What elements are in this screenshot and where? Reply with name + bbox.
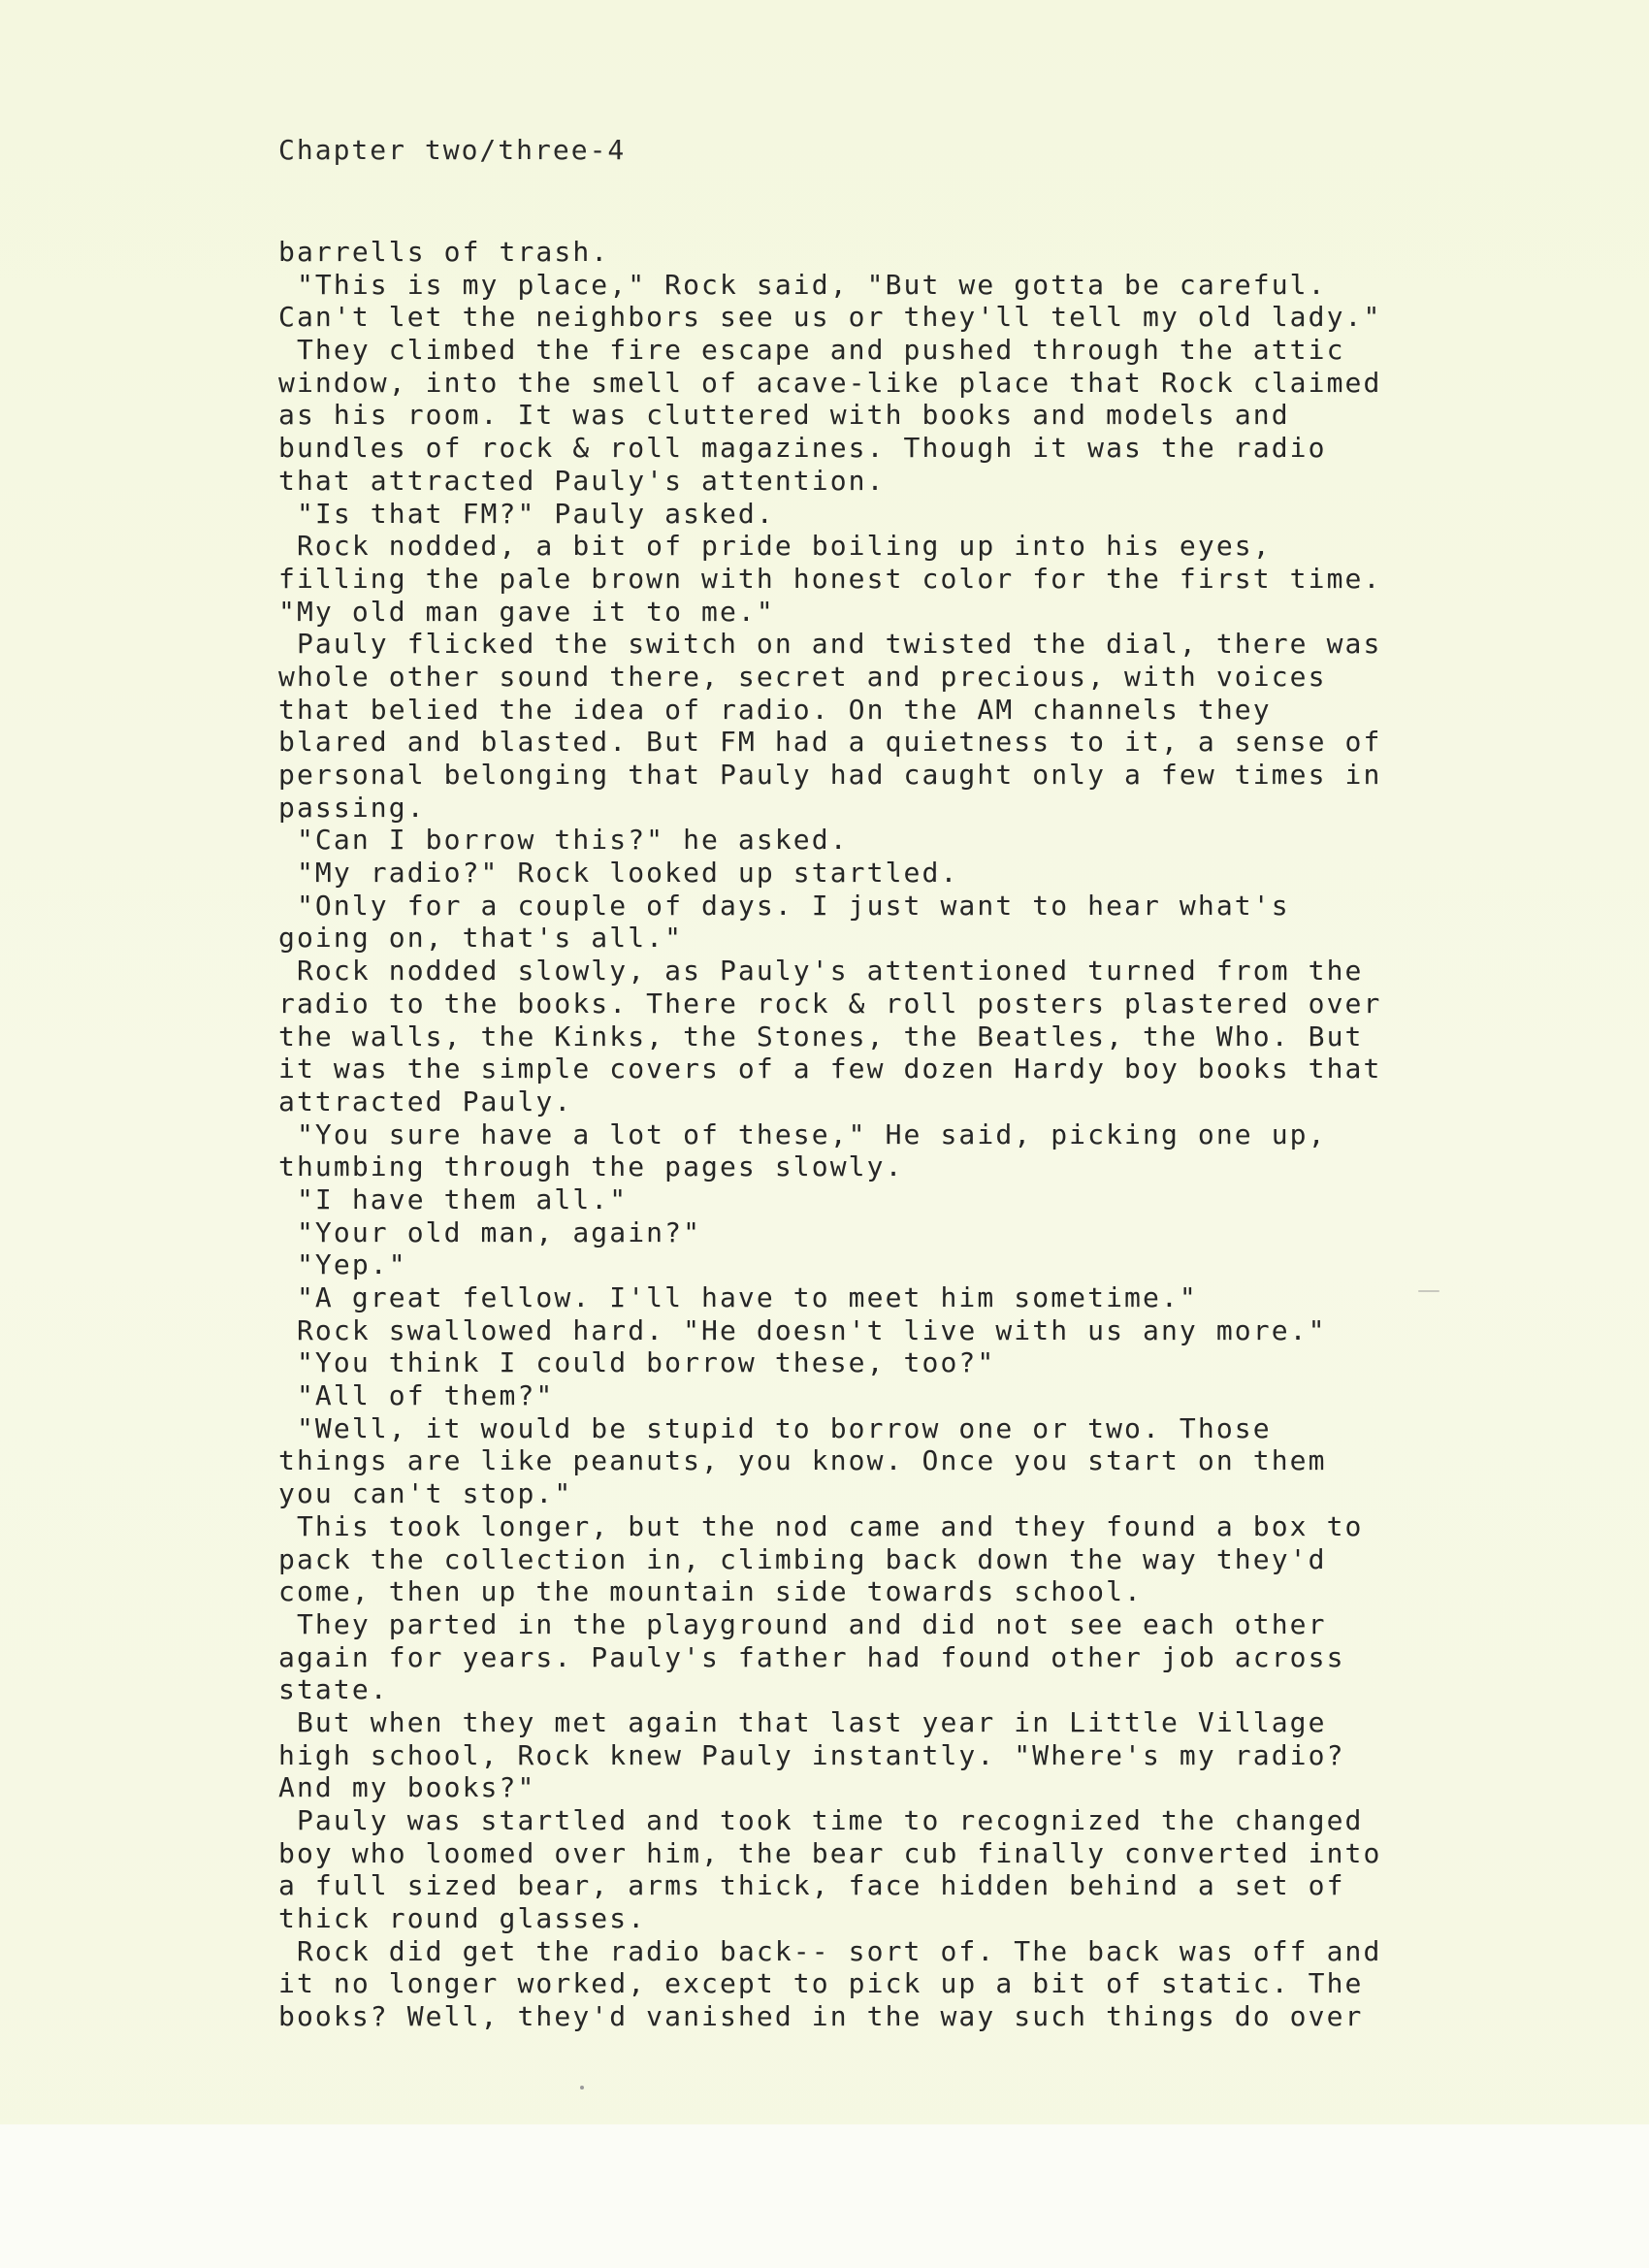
text-line: Rock nodded slowly, as Pauly's attentioned turned from the [278,955,1364,988]
text-line: "Can I borrow this?" he asked. [278,824,849,857]
text-line: it no longer worked, except to pick up a bit of static. The [278,1967,1364,2000]
text-line: But when they met again that last year in Little Village [278,1705,1327,1738]
text-line: "All of them?" [278,1379,555,1412]
text-line: it was the simple covers of a few dozen Hardy boy books that [278,1053,1382,1085]
text-line: "My old man gave it to me." [278,595,775,628]
text-line: again for years. Pauly's father had found other job across [278,1640,1345,1673]
text-line: going on, that's all." [278,922,684,955]
text-line: books? Well, they'd vanished in the way such things do over [278,2000,1364,2033]
text-line: come, then up the mountain side towards school. [278,1575,1143,1608]
text-line: thick round glasses. [278,1902,647,1935]
text-line: "I have them all." [278,1183,629,1215]
text-line: that attracted Pauly's attention. [278,464,886,497]
paper-speck [1418,1290,1439,1292]
text-line: that belied the idea of radio. On the AM channels they [278,693,1272,726]
text-line: "Your old man, again?" [278,1215,702,1248]
text-line: They parted in the playground and did not see each other [278,1607,1327,1640]
chapter-heading: Chapter two/three-4 [278,134,627,166]
text-line: bundles of rock & roll magazines. Though it was the radio [278,432,1327,465]
text-line: Rock swallowed hard. "He doesn't live with us any more." [278,1313,1327,1346]
text-line: "You sure have a lot of these," He said, picking one up, [278,1118,1327,1150]
paper-speck [580,2086,584,2090]
text-line: "Yep." [278,1248,407,1281]
text-line: "My radio?" Rock looked up startled. [278,857,959,890]
text-line: filling the pale brown with honest color for the first time. [278,562,1382,595]
text-line: personal belonging that Pauly had caught only a few times in [278,759,1382,791]
text-line: thumbing through the pages slowly. [278,1150,904,1183]
text-line: the walls, the Kinks, the Stones, the Beatles, the Who. But [278,1020,1364,1053]
text-line: attracted Pauly. [278,1085,573,1118]
text-line: a full sized bear, arms thick, face hidden behind a set of [278,1869,1345,1902]
text-line: radio to the books. There rock & roll posters plastered over [278,987,1382,1020]
text-line: pack the collection in, climbing back down the way they'd [278,1542,1327,1575]
page-bottom-area [0,2124,1649,2268]
text-line: Can't let the neighbors see us or they'll tell my old lady." [278,301,1382,334]
text-line: "This is my place," Rock said, "But we gotta be careful. [278,268,1327,301]
text-line: boy who loomed over him, the bear cub finally converted into [278,1836,1382,1869]
text-line: And my books?" [278,1771,536,1804]
text-line: you can't stop." [278,1477,573,1510]
text-line: Rock nodded, a bit of pride boiling up into his eyes, [278,530,1272,563]
manuscript-body [278,236,1481,2033]
text-line: Rock did get the radio back-- sort of. The back was off and [278,1934,1382,1967]
text-line: passing. [278,791,426,824]
text-line: This took longer, but the nod came and they found a box to [278,1509,1364,1542]
text-line: state. [278,1673,389,1706]
text-line: "Is that FM?" Pauly asked. [278,497,775,530]
text-line: They climbed the fire escape and pushed through the attic [278,334,1345,367]
text-line: Pauly flicked the switch on and twisted the dial, there was [278,628,1382,661]
text-line: as his room. It was cluttered with books and models and [278,399,1290,432]
text-line: window, into the smell of acave-like place that Rock claimed [278,366,1382,399]
text-line: "Well, it would be stupid to borrow one or two. Those [278,1411,1272,1444]
text-line: whole other sound there, secret and precious, with voices [278,660,1327,693]
text-line: high school, Rock knew Pauly instantly. "Where's my radio? [278,1738,1345,1771]
text-line: Pauly was startled and took time to recognized the changed [278,1804,1364,1836]
text-line: "Only for a couple of days. I just want to hear what's [278,889,1290,922]
text-line: "A great fellow. I'll have to meet him sometime." [278,1281,1198,1313]
text-line: "You think I could borrow these, too?" [278,1346,996,1379]
text-line: blared and blasted. But FM had a quietness to it, a sense of [278,726,1382,759]
text-line: things are like peanuts, you know. Once you start on them [278,1444,1327,1477]
text-line: barrells of trash. [278,236,610,268]
